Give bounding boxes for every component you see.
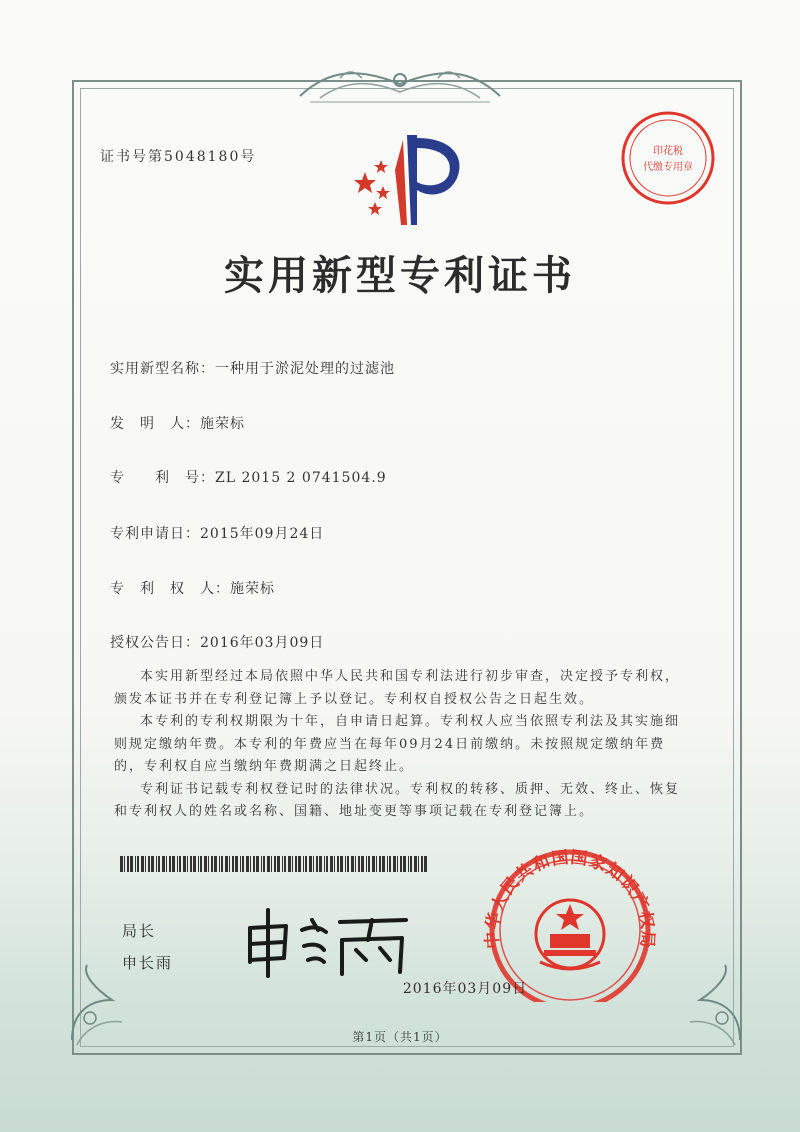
page-number: 第1页（共1页） [352,1030,448,1044]
application-date-row [110,523,324,543]
stamp-duty-seal-icon [618,108,718,208]
seal-text: 中华人民共和国国家知识产权局 [482,847,658,950]
patent-office-emblem-icon [345,130,475,230]
barcode-icon [120,856,428,872]
handwritten-signature-icon [238,900,418,980]
utility-model-name-row [110,358,395,378]
top-ornament-icon [290,58,510,108]
inventor-row [110,413,245,433]
body-paragraph: 本专利的专利权期限为十年，自申请日起算。专利权人应当依照专利法及其实施细则规定缴纳年费。本专利的年费应当在每年09月24日前缴纳。未按照规定缴纳年费的，专利权自应当缴纳年费期满之日起终止。 [114,714,681,774]
seal-date: 2016年03月09日 [402,981,528,997]
announcement-date-label: 授权公告日： [110,635,200,651]
utility-model-name-value: 一种用于淤泥处理的过滤池 [215,361,395,377]
certificate-number: 证书号第5048180号 [100,149,257,165]
utility-model-name-label: 实用新型名称： [110,361,215,377]
patent-number-row [110,467,387,487]
patentee-row [110,578,275,598]
certificate-title: 实用新型专利证书 [224,252,576,299]
inventor-label: 发 明 人： [110,416,200,432]
director-title: 局长 [122,922,157,940]
patent-number-label: 专 利 号： [110,470,215,486]
announcement-date-value: 2016年03月09日 [200,635,325,651]
application-date-value: 2015年09月24日 [200,526,325,542]
announcement-date-row [110,632,324,652]
patent-number-value: ZL 2015 2 0741504.9 [215,470,387,486]
director-name: 申长雨 [122,954,174,972]
inventor-value: 施荣标 [200,416,245,432]
patentee-label: 专 利 权 人： [110,581,230,597]
stamp-duty-text-top: 印花税 [653,146,683,157]
certificate-body [114,666,694,824]
stamp-duty-text-bottom: 代缴专用章 [643,162,693,173]
body-paragraph: 专利证书记载专利权登记时的法律状况。专利权的转移、质押、无效、终止、恢复和专利权人的姓名或名称、国籍、地址变更等事项记载在专利登记簿上。 [114,781,681,819]
application-date-label: 专利申请日： [110,526,200,542]
patentee-value: 施荣标 [230,581,275,597]
body-paragraph: 本实用新型经过本局依照中华人民共和国专利法进行初步审查，决定授予专利权，颁发本证书并在专利登记簿上予以登记。专利权自授权公告之日起生效。 [114,669,681,707]
